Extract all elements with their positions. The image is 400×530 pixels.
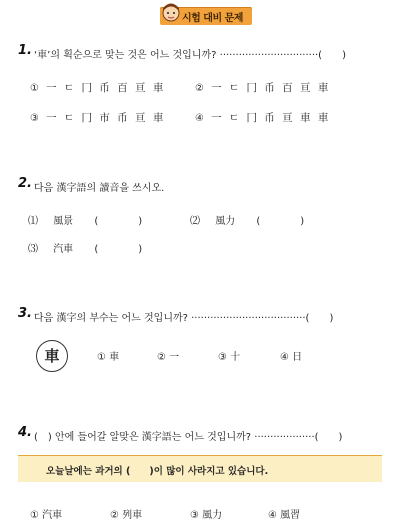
- q1-option-1-num: ①: [30, 83, 39, 94]
- q4-option-4[interactable]: ④ 風習: [268, 510, 301, 521]
- q3-option-3[interactable]: ③ 十: [218, 352, 241, 363]
- q1-option-2-num: ②: [195, 83, 204, 94]
- q2-item-3-word: 汽車: [53, 244, 74, 255]
- q1-text: ‘車’의 획순으로 맞는 것은 어느 것입니까? ·······························( ): [34, 50, 346, 61]
- q3-option-4[interactable]: ④ 日: [280, 352, 303, 363]
- q1-option-4[interactable]: [195, 110, 330, 125]
- section-title: 시험 대비 문제: [182, 13, 243, 24]
- q4-sentence: 오늘날에는 과거의 ( )이 많이 사라지고 있습니다.: [46, 466, 269, 477]
- q1-option-3[interactable]: [30, 110, 165, 125]
- q3-text: 다음 漢字의 부수는 어느 것입니까? ····································( ): [34, 313, 334, 324]
- q3-number: 3.: [18, 306, 32, 321]
- q1-option-3-seq: 一 ㄷ 冂 市 币 亘 車: [46, 112, 166, 124]
- q1-option-4-seq: 一 ㄷ 冂 币 亘 車 車: [211, 112, 331, 124]
- q1-option-2[interactable]: [195, 80, 330, 95]
- q1-option-2-seq: 一 ㄷ 冂 币 百 亘 車: [211, 82, 331, 94]
- q4-option-1[interactable]: ① 汽車: [30, 510, 63, 521]
- q2-item-2-num: ⑵: [190, 216, 200, 227]
- q1-number: 1.: [18, 43, 32, 58]
- q4-text: ( ) 안에 들어갈 알맞은 漢字語는 어느 것입니까? ···················( ): [34, 432, 343, 443]
- q3-circled-char: 車: [36, 340, 68, 372]
- q2-item-1-blank[interactable]: ( ): [94, 216, 143, 227]
- q2-item-3-num: ⑶: [28, 244, 38, 255]
- mascot-icon: [160, 2, 182, 24]
- q4-number: 4.: [18, 425, 32, 440]
- q2-item-1: [28, 212, 142, 227]
- q1-option-1[interactable]: [30, 80, 165, 95]
- q2-item-1-num: ⑴: [28, 216, 38, 227]
- q2-number: 2.: [18, 176, 32, 191]
- q1-option-4-num: ④: [195, 113, 204, 124]
- q2-item-3: [28, 240, 142, 255]
- q4-sentence-box: [18, 455, 382, 482]
- q4-option-3[interactable]: ③ 風力: [190, 510, 223, 521]
- q2-text: 다음 漢字語의 讀音을 쓰시오.: [34, 183, 165, 194]
- q1-option-3-num: ③: [30, 113, 39, 124]
- q1-option-1-seq: 一 ㄷ 冂 币 百 亘 車: [46, 82, 166, 94]
- q3-option-1[interactable]: ① 車: [97, 352, 120, 363]
- q2-item-3-blank[interactable]: ( ): [94, 244, 143, 255]
- section-banner: [160, 7, 252, 25]
- q2-item-2-blank[interactable]: ( ): [256, 216, 305, 227]
- q2-item-1-word: 風景: [53, 216, 74, 227]
- q2-item-2: [190, 212, 304, 227]
- q3-option-2[interactable]: ② 一: [157, 352, 180, 363]
- q4-option-2[interactable]: ② 列車: [110, 510, 143, 521]
- q2-item-2-word: 風力: [215, 216, 236, 227]
